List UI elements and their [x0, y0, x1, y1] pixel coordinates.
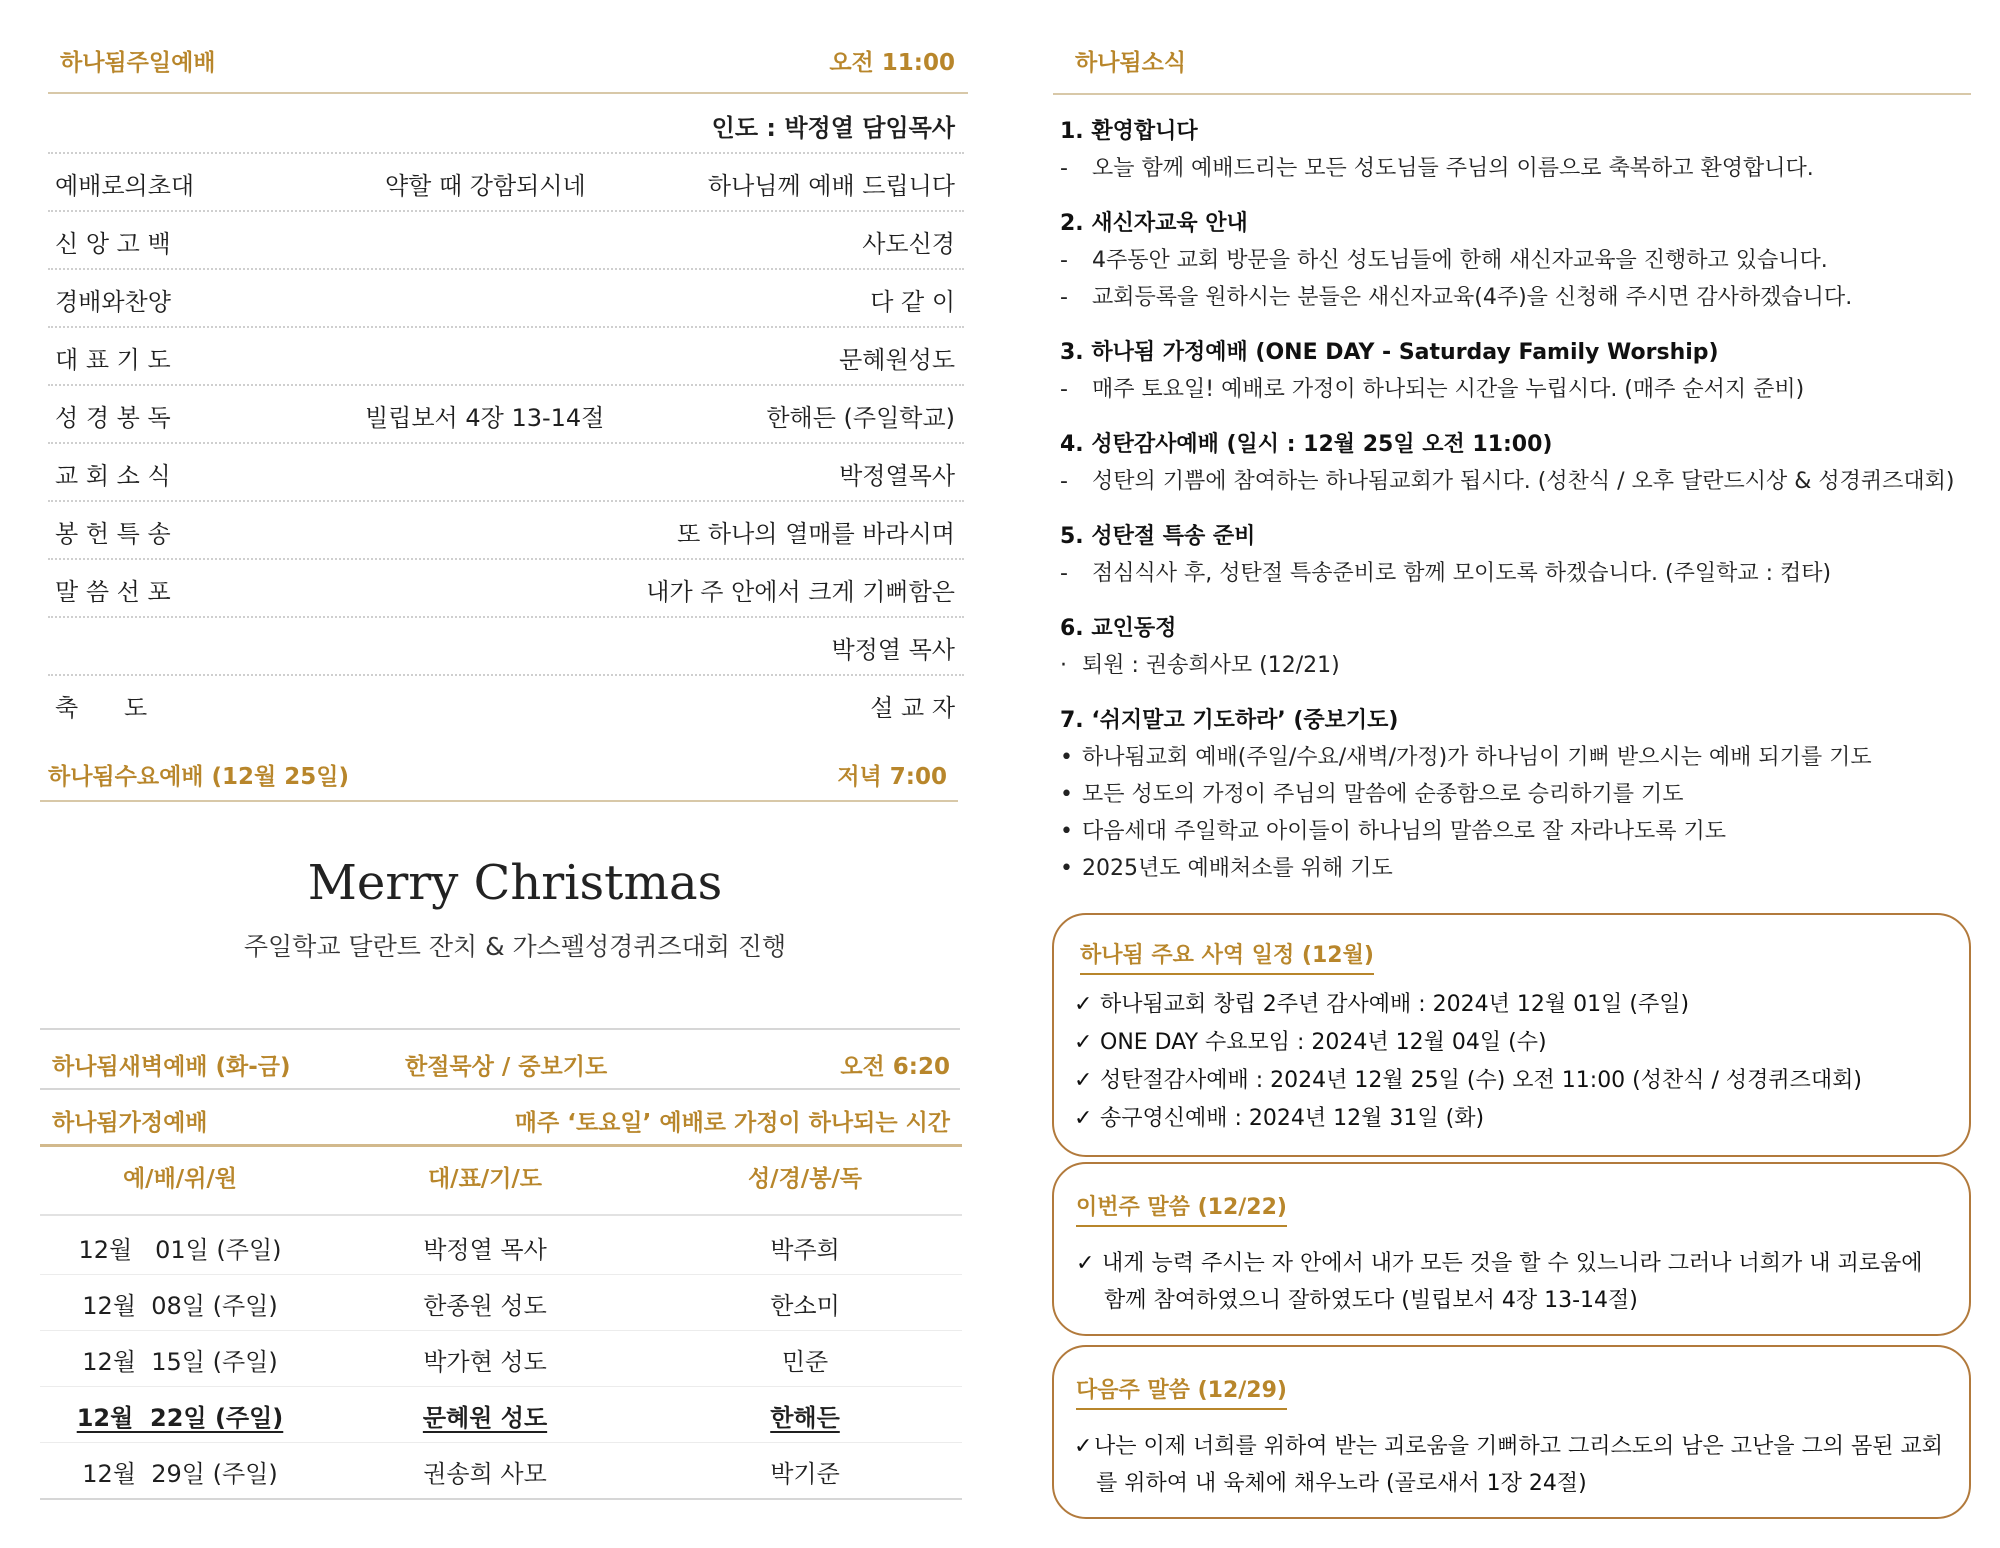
- dash-icon: -: [1060, 285, 1068, 310]
- dawn-title: 하나됨새벽예배 (화-금): [52, 1054, 291, 1080]
- order-label: 신 앙 고 백: [55, 230, 171, 258]
- schedule-cell-date: 12월 22일 (주일): [76, 1404, 284, 1432]
- schedule-cell-date: 12월 29일 (주일): [82, 1460, 278, 1488]
- news-item-title: 1. 환영합니다: [1060, 119, 1198, 144]
- event-item: [1074, 1063, 1862, 1094]
- christmas-title: Merry Christmas: [307, 855, 723, 911]
- news-line-text: 점심식사 후, 성탄절 특송준비로 함께 모이도록 하겠습니다. (주일학교 : 컵타): [1092, 561, 1832, 586]
- news-line-text: 오늘 함께 예배드리는 모든 성도님들 주님의 이름으로 축복하고 환영합니다.: [1092, 156, 1814, 181]
- next-week-title: 다음주 말씀 (12/29): [1076, 1373, 1287, 1410]
- order-label: 경배와찬양: [55, 288, 171, 316]
- event-text: 하나됨교회 창립 2주년 감사예배 : 2024년 12월 01일 (주일): [1100, 992, 1690, 1017]
- schedule-cell-reading: 민준: [781, 1348, 829, 1376]
- schedule-cell-date: 12월 01일 (주일): [78, 1236, 282, 1264]
- divider: [48, 92, 968, 94]
- news-item-title: 3. 하나됨 가정예배 (ONE DAY - Saturday Family Worship): [1060, 340, 1719, 365]
- news-item-line: [1060, 814, 1726, 845]
- divider: [40, 1028, 960, 1030]
- event-text: 성탄절감사예배 : 2024년 12월 25일 (수) 오전 11:00 (성찬식 / 성경퀴즈대회): [1100, 1068, 1863, 1093]
- verse-line: 나는 이제 너희를 위하여 받는 괴로움을 기뻐하고 그리스도의 남은 고난을 그의 몸된 교회: [1094, 1434, 1943, 1459]
- family-title: 하나됨가정예배: [52, 1110, 208, 1136]
- order-person: 문혜원성도: [839, 346, 955, 374]
- news-item-line: [1060, 851, 1393, 882]
- schedule-cell-prayer: 박가현 성도: [423, 1348, 547, 1376]
- divider: [40, 800, 958, 802]
- news-line-text: 성탄의 기쁨에 참여하는 하나됨교회가 됩시다. (성찬식 / 오후 달란드시상 & 성경퀴즈대회): [1092, 469, 1955, 494]
- event-text: ONE DAY 수요모임 : 2024년 12월 04일 (수): [1100, 1030, 1547, 1055]
- news-line-text: 퇴원 : 권송희사모 (12/21): [1082, 653, 1340, 678]
- sunday-title: 하나됨주일예배: [60, 50, 216, 76]
- news-title: 하나됨소식: [1075, 50, 1187, 76]
- news-item-title: 2. 새신자교육 안내: [1060, 211, 1248, 236]
- news-line-text: 4주동안 교회 방문을 하신 성도님들에 한해 새신자교육을 진행하고 있습니다.: [1092, 248, 1828, 273]
- divider: [40, 1214, 962, 1216]
- order-person: 설 교 자: [870, 694, 955, 722]
- news-item-title: 6. 교인동정: [1060, 616, 1177, 641]
- order-label: 봉 헌 특 송: [55, 520, 171, 548]
- news-item-line: [1060, 151, 1814, 182]
- dawn-topic: 한절묵상 / 중보기도: [405, 1054, 608, 1080]
- order-detail: 약할 때 강함되시네: [385, 172, 586, 200]
- news-line-text: 하나됨교회 예배(주일/수요/새벽/가정)가 하나님이 기뻐 받으시는 예배 되기를 기도: [1082, 745, 1872, 770]
- order-label: 축 도: [55, 694, 148, 722]
- event-item: [1074, 1025, 1547, 1056]
- events-title: 하나됨 주요 사역 일정 (12월): [1080, 938, 1374, 975]
- divider: [48, 442, 964, 444]
- schedule-header: 성/경/봉/독: [747, 1166, 863, 1192]
- check-icon: ✓: [1076, 1251, 1095, 1276]
- news-line-text: 매주 토요일! 예배로 가정이 하나되는 시간을 누립시다. (매주 순서지 준비): [1092, 377, 1805, 402]
- family-desc: 매주 ‘토요일’ 예배로 가정이 하나되는 시간: [514, 1110, 950, 1136]
- schedule-header: 대/표/기/도: [427, 1166, 543, 1192]
- news-line-text: 다음세대 주일학교 아이들이 하나님의 말씀으로 잘 자라나도록 기도: [1082, 819, 1727, 844]
- check-icon: ✓: [1074, 992, 1093, 1017]
- sunday-time: 오전 11:00: [829, 50, 955, 76]
- divider: [48, 326, 964, 328]
- bullet-icon: •: [1060, 782, 1073, 807]
- event-item: [1074, 1101, 1484, 1132]
- divider: [48, 674, 964, 676]
- order-label: 교 회 소 식: [55, 462, 171, 490]
- order-label: 말 씀 선 포: [55, 578, 171, 606]
- schedule-cell-reading: 박기준: [770, 1460, 840, 1488]
- news-item-line: [1060, 648, 1340, 679]
- news-item-line: [1060, 777, 1684, 808]
- divider: [48, 152, 964, 154]
- divider: [40, 1144, 962, 1147]
- schedule-cell-date: 12월 08일 (주일): [82, 1292, 278, 1320]
- news-item-title: 5. 성탄절 특송 준비: [1060, 524, 1256, 549]
- divider: [40, 1442, 962, 1443]
- order-label: 예배로의초대: [55, 172, 195, 200]
- bullet-icon: ·: [1060, 653, 1067, 678]
- check-icon: ✓: [1074, 1434, 1093, 1459]
- order-detail: 빌립보서 4장 13-14절: [365, 404, 605, 432]
- order-person: 박정열 목사: [831, 636, 955, 664]
- dash-icon: -: [1060, 377, 1068, 402]
- news-line-text: 모든 성도의 가정이 주님의 말씀에 순종함으로 승리하기를 기도: [1082, 782, 1684, 807]
- check-icon: ✓: [1074, 1030, 1093, 1055]
- check-icon: ✓: [1074, 1106, 1093, 1131]
- divider: [40, 1330, 962, 1331]
- event-text: 송구영신예배 : 2024년 12월 31일 (화): [1100, 1106, 1485, 1131]
- this-week-verse: [1076, 1246, 1922, 1277]
- this-week-verse-cont: 함께 참여하였으니 잘하였도다 (빌립보서 4장 13-14절): [1104, 1288, 1638, 1313]
- schedule-cell-prayer: 문혜원 성도: [422, 1404, 548, 1432]
- event-item: [1074, 987, 1689, 1018]
- dash-icon: -: [1060, 561, 1068, 586]
- divider: [48, 500, 964, 502]
- wednesday-time: 저녁 7:00: [837, 764, 947, 790]
- check-icon: ✓: [1074, 1068, 1093, 1093]
- schedule-cell-prayer: 박정열 목사: [423, 1236, 547, 1264]
- schedule-cell-prayer: 한종원 성도: [423, 1292, 547, 1320]
- order-person: 사도신경: [862, 230, 955, 258]
- news-item-line: [1060, 556, 1831, 587]
- order-label: 성 경 봉 독: [55, 404, 171, 432]
- news-line-text: 2025년도 예배처소를 위해 기도: [1082, 856, 1393, 881]
- divider: [48, 558, 964, 560]
- schedule-cell-date: 12월 15일 (주일): [82, 1348, 278, 1376]
- service-leader: 인도 : 박정열 담임목사: [711, 114, 955, 142]
- news-item-line: [1060, 243, 1828, 274]
- this-week-card: [1052, 1162, 1971, 1336]
- news-item-title: 4. 성탄감사예배 (일시 : 12월 25일 오전 11:00): [1060, 432, 1553, 457]
- order-person: 내가 주 안에서 크게 기뻐함은: [646, 578, 955, 606]
- verse-line: 내게 능력 주시는 자 안에서 내가 모든 것을 할 수 있느니라 그러나 너희가 내 괴로움에: [1102, 1251, 1923, 1276]
- order-person: 하나님께 예배 드립니다: [707, 172, 955, 200]
- news-item-line: [1060, 372, 1804, 403]
- news-item-line: [1060, 740, 1872, 771]
- schedule-cell-prayer: 권송희 사모: [423, 1460, 547, 1488]
- next-week-verse-cont: 를 위하여 내 육체에 채우노라 (골로새서 1장 24절): [1096, 1471, 1587, 1496]
- schedule-cell-reading: 한소미: [770, 1292, 840, 1320]
- order-person: 박정열목사: [839, 462, 955, 490]
- divider: [40, 1498, 962, 1500]
- events-card: [1052, 913, 1971, 1157]
- bullet-icon: •: [1060, 745, 1073, 770]
- next-week-card: [1052, 1345, 1971, 1519]
- schedule-cell-reading: 박주희: [770, 1236, 840, 1264]
- divider: [40, 1386, 962, 1387]
- schedule-cell-reading: 한해든: [770, 1404, 840, 1432]
- order-person: 다 같 이: [870, 288, 955, 316]
- christmas-subtitle: 주일학교 달란트 잔치 & 가스펠성경퀴즈대회 진행: [243, 932, 787, 961]
- dawn-time: 오전 6:20: [840, 1054, 950, 1080]
- news-item-line: [1060, 464, 1954, 495]
- divider: [48, 268, 964, 270]
- order-person: 또 하나의 열매를 바라시며: [677, 520, 955, 548]
- bullet-icon: •: [1060, 819, 1073, 844]
- divider: [48, 384, 964, 386]
- dash-icon: -: [1060, 156, 1068, 181]
- dash-icon: -: [1060, 469, 1068, 494]
- order-person: 한해든 (주일학교): [766, 404, 955, 432]
- divider: [1053, 93, 1971, 95]
- schedule-header: 예/배/위/원: [122, 1166, 238, 1192]
- this-week-title: 이번주 말씀 (12/22): [1076, 1190, 1287, 1227]
- news-item-line: [1060, 280, 1852, 311]
- news-line-text: 교회등록을 원하시는 분들은 새신자교육(4주)을 신청해 주시면 감사하겠습니다.: [1092, 285, 1853, 310]
- next-week-verse: [1074, 1429, 1943, 1460]
- news-item-title: 7. ‘쉬지말고 기도하라’ (중보기도): [1060, 708, 1399, 733]
- order-label: 대 표 기 도: [55, 346, 171, 374]
- wednesday-title: 하나됨수요예배 (12월 25일): [48, 764, 350, 790]
- dash-icon: -: [1060, 248, 1068, 273]
- divider: [48, 210, 964, 212]
- divider: [48, 616, 964, 618]
- bullet-icon: •: [1060, 856, 1073, 881]
- divider: [40, 1088, 960, 1090]
- divider: [40, 1274, 962, 1275]
